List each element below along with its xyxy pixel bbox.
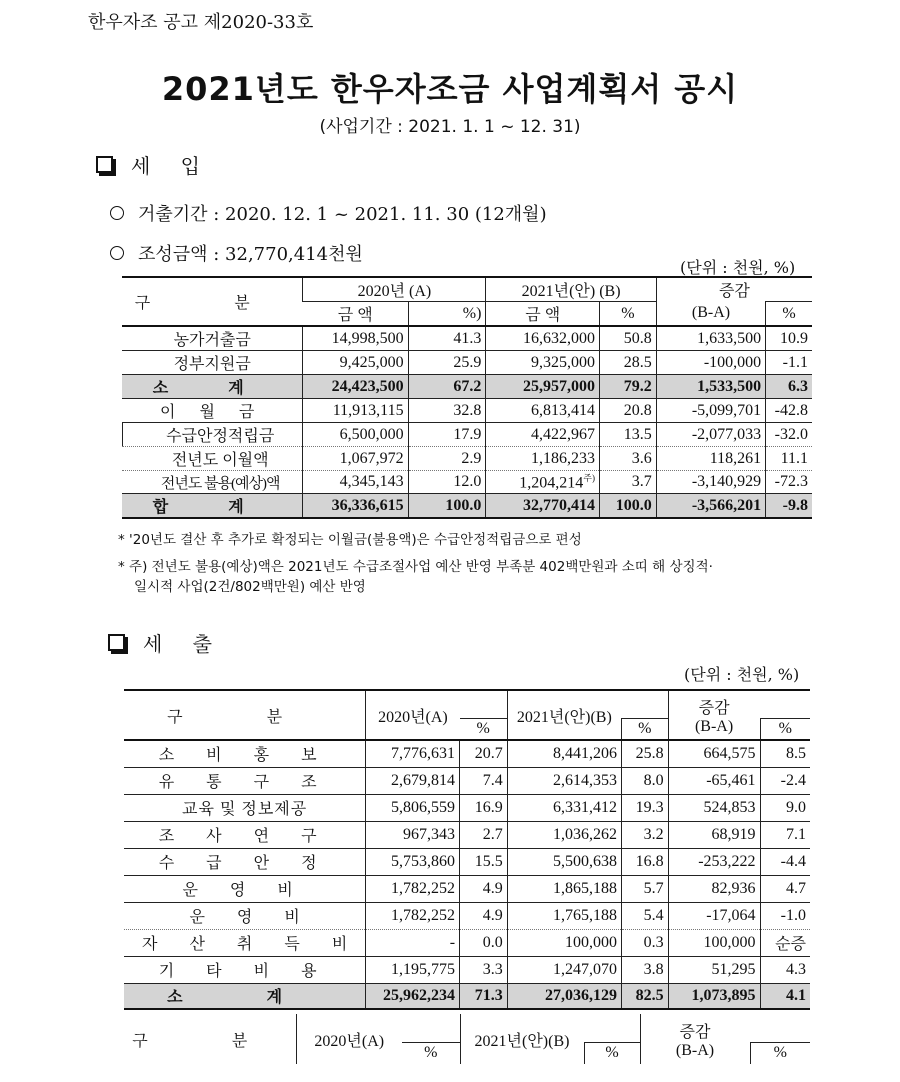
cell: 1,865,188 [507,875,621,902]
cell: 20.7 [460,740,508,767]
total-amount-text: 조성금액 : 32,770,414천원 [138,244,363,265]
cell: 67.2 [408,375,486,399]
cell: -253,222 [668,848,760,875]
cell: 24,423,500 [303,375,408,399]
cell: 4.3 [760,956,810,983]
expense-heading [108,628,224,657]
row-label: 정부지원금 [122,351,303,375]
cell: 5,806,559 [366,794,460,821]
table-row [122,351,812,375]
cell: 13.5 [600,423,657,447]
expense-table [124,689,810,1010]
table-row [124,902,810,929]
table-row [124,794,810,821]
income-unit: (단위 : 천원, %) [680,258,796,277]
cell: -42.8 [766,399,812,423]
cell: 5.4 [621,902,668,929]
cell: 3.3 [460,956,508,983]
cell: 27,036,129 [507,983,621,1009]
cell: 7,776,631 [366,740,460,767]
cell: 100,000 [668,929,760,956]
subtotal-row [124,983,810,1009]
cell: 1,765,188 [507,902,621,929]
total-row [122,494,812,519]
table-row [122,399,812,423]
cell: 9,425,000 [303,351,408,375]
table-row [122,326,812,351]
expense-header-2021: 2021년(안)(B) [507,690,621,740]
cell: -1.1 [766,351,812,375]
cell: 25.8 [621,740,668,767]
cell: 36,336,615 [303,494,408,519]
cell: 6.3 [766,375,812,399]
cell: 2,614,353 [507,767,621,794]
cell: 3.8 [621,956,668,983]
cell: 순증 [760,929,810,956]
cell: 25,957,000 [486,375,600,399]
note-2: * 주) 전년도 불용(예상)액은 2021년도 수급조절사업 예산 반영 부족분 402백만원과 소띠 해 상징적· [118,559,713,575]
cell: 4,345,143 [303,471,408,494]
cell: - [366,929,460,956]
cell: 4,422,967 [486,423,600,447]
cell: 5,753,860 [366,848,460,875]
note-1: * '20년도 결산 후 추가로 확정되는 이월금(불용액)은 수급안정적립금으로 편성 [118,532,582,548]
income-header-amount-2020: 금 액 [337,307,373,324]
cell: 3.6 [600,447,657,471]
cell: 19.3 [621,794,668,821]
ba-label: (B-A) [675,1041,715,1059]
total-amount [110,240,363,266]
cell: 1,067,972 [303,447,408,471]
cell: 2.7 [460,821,508,848]
cell: -3,140,929 [656,471,765,494]
expense-unit: (단위 : 천원, %) [684,665,800,684]
cell: 524,853 [668,794,760,821]
cell: 82.5 [621,983,668,1009]
cell: 4.9 [460,875,508,902]
note-text: 주) 전년도 불용(예상)액은 2021년도 수급조절사업 예산 반영 부족분 402백만원과 소띠 해 상징적· [129,559,713,575]
income-header-pct-change: % [766,302,812,327]
table-row [124,875,810,902]
cell: -9.8 [766,494,812,519]
cell: 2.9 [408,447,486,471]
table-row [124,767,810,794]
cell: 1,186,233 [486,447,600,471]
cell: -65,461 [668,767,760,794]
cell: 100.0 [408,494,486,519]
cell: -17,064 [668,902,760,929]
row-label: 이 월 금 [122,399,303,423]
row-label: 소 비 홍 보 [124,740,366,767]
cell: 8.0 [621,767,668,794]
table-row [124,929,810,956]
cell: -2,077,033 [656,423,765,447]
cell: 11,913,115 [303,399,408,423]
collection-period [110,200,547,226]
row-label: 소 계 [124,983,366,1009]
expense-table-repeat-header [124,1014,810,1064]
cell: 100,000 [507,929,621,956]
cell: 32.8 [408,399,486,423]
table-row [124,821,810,848]
expense-header-change [640,1014,750,1064]
table-row [122,447,812,471]
checkbox-square-icon [96,156,113,173]
table-row [124,956,810,983]
cell: 68,919 [668,821,760,848]
cell: 8,441,206 [507,740,621,767]
cell: 16.9 [460,794,508,821]
row-label: 운 영 비 [124,875,366,902]
cell: -3,566,201 [656,494,765,519]
cell: 28.5 [600,351,657,375]
cell: -1.0 [760,902,810,929]
cell: 25.9 [408,351,486,375]
cell: 14,998,500 [303,326,408,351]
row-label: 소 계 [122,375,303,399]
cell: 100.0 [600,494,657,519]
cell: 82,936 [668,875,760,902]
cell: 71.3 [460,983,508,1009]
notice-number: 한우자조 공고 제2020-33호 [88,12,314,33]
cell: 1,782,252 [366,902,460,929]
ba-label: (B-A) [694,717,734,735]
expense-header-change [668,690,760,740]
cell: 1,073,895 [668,983,760,1009]
subtotal-row [122,375,812,399]
expense-header-2020: 2020년(A) [296,1014,402,1064]
cell: 12.0 [408,471,486,494]
expense-heading-label: 세 출 [143,632,224,656]
row-label: 자 산 취 득 비 [124,929,366,956]
cell: 4.7 [760,875,810,902]
change-label: 증감 [679,1023,711,1041]
cell: -5,099,701 [656,399,765,423]
cell: 5.7 [621,875,668,902]
page-title: 2021년도 한우자조금 사업계획서 공시 [161,70,739,108]
income-header-ba: (B-A) [656,302,765,327]
expense-header-2021: 2021년(안)(B) [460,1014,584,1064]
row-label: 조 사 연 구 [124,821,366,848]
cell: 967,343 [366,821,460,848]
change-label: 증감 [698,699,730,717]
row-label: 농가거출금 [122,326,303,351]
table-row [124,848,810,875]
cell-value: 1,204,214 [519,474,584,492]
cell: 7.1 [760,821,810,848]
cell: 10.9 [766,326,812,351]
income-heading [96,150,212,179]
expense-header-pct-2020: % [460,718,508,740]
row-label: 합 계 [122,494,303,519]
expense-header-pct-2020: % [402,1042,460,1064]
row-label: 유 통 구 조 [124,767,366,794]
expense-header-2020: 2020년(A) [366,690,460,740]
expense-header-pct-2021: % [621,718,668,740]
cell: 11.1 [766,447,812,471]
cell: 2,679,814 [366,767,460,794]
row-label: 전년도 이월액 [122,447,303,471]
cell: 6,500,000 [303,423,408,447]
cell: 664,575 [668,740,760,767]
income-header-2021: 2021년(안) (B) [486,277,656,302]
expense-header-category: 구 분 [124,690,366,740]
cell: 7.4 [460,767,508,794]
income-header-pct-2021: % [600,302,657,327]
expense-header-category: 구 분 [132,1032,288,1050]
checkbox-square-icon [108,634,125,651]
cell: 0.3 [621,929,668,956]
table-row [122,423,812,447]
row-label: 교육 및 정보제공 [124,794,366,821]
cell: 17.9 [408,423,486,447]
cell: 3.7 [600,471,657,494]
table-row [124,740,810,767]
income-header-2020: 2020년 (A) [303,277,486,302]
cell: -4.4 [760,848,810,875]
cell: 20.8 [600,399,657,423]
cell: 1,247,070 [507,956,621,983]
collection-period-text: 거출기간 : 2020. 12. 1 ~ 2021. 11. 30 (12개월) [138,204,547,225]
cell: 3.2 [621,821,668,848]
note-text: '20년도 결산 후 추가로 확정되는 이월금(불용액)은 수급안정적립금으로 편성 [129,532,582,548]
cell: 4.1 [760,983,810,1009]
expense-header-pct-2021: % [584,1042,640,1064]
circle-bullet-icon [110,206,124,220]
income-header-pct-2020: %) [408,302,486,327]
cell: 1,533,500 [656,375,765,399]
cell: 79.2 [600,375,657,399]
cell: 1,633,500 [656,326,765,351]
income-table [122,276,812,519]
cell: 41.3 [408,326,486,351]
cell [486,471,600,494]
cell: 118,261 [656,447,765,471]
cell: 50.8 [600,326,657,351]
cell: 32,770,414 [486,494,600,519]
cell: -2.4 [760,767,810,794]
cell: 1,036,262 [507,821,621,848]
cell: 6,813,414 [486,399,600,423]
row-label: 수 급 안 정 [124,848,366,875]
income-header-category: 구 분 [122,277,303,326]
cell: 16.8 [621,848,668,875]
cell: -32.0 [766,423,812,447]
row-label: 수급안정적립금 [122,423,303,447]
cell: -72.3 [766,471,812,494]
business-period: (사업기간 : 2021. 1. 1 ~ 12. 31) [319,117,581,137]
cell: 9.0 [760,794,810,821]
cell: 15.5 [460,848,508,875]
cell: 9,325,000 [486,351,600,375]
cell: -100,000 [656,351,765,375]
cell: 25,962,234 [366,983,460,1009]
cell: 0.0 [460,929,508,956]
cell: 1,195,775 [366,956,460,983]
income-header-amount-2021: 금 액 [486,302,600,327]
row-label: 운 영 비 [124,902,366,929]
row-label: 기 타 비 용 [124,956,366,983]
cell: 51,295 [668,956,760,983]
expense-header-pct-change: % [750,1042,810,1064]
cell: 4.9 [460,902,508,929]
cell: 16,632,000 [486,326,600,351]
income-header-change: 증감 [656,277,812,302]
row-label: 전년도 불용(예상)액 [122,471,303,494]
footnote-marker: 주) [583,473,595,484]
cell: 6,331,412 [507,794,621,821]
circle-bullet-icon [110,246,124,260]
cell: 5,500,638 [507,848,621,875]
cell: 1,782,252 [366,875,460,902]
note-3: 일시적 사업(2건/802백만원) 예산 반영 [134,579,366,595]
income-heading-label: 세 입 [131,154,212,178]
expense-header-pct-change: % [760,718,810,740]
cell: 8.5 [760,740,810,767]
table-row [122,471,812,494]
